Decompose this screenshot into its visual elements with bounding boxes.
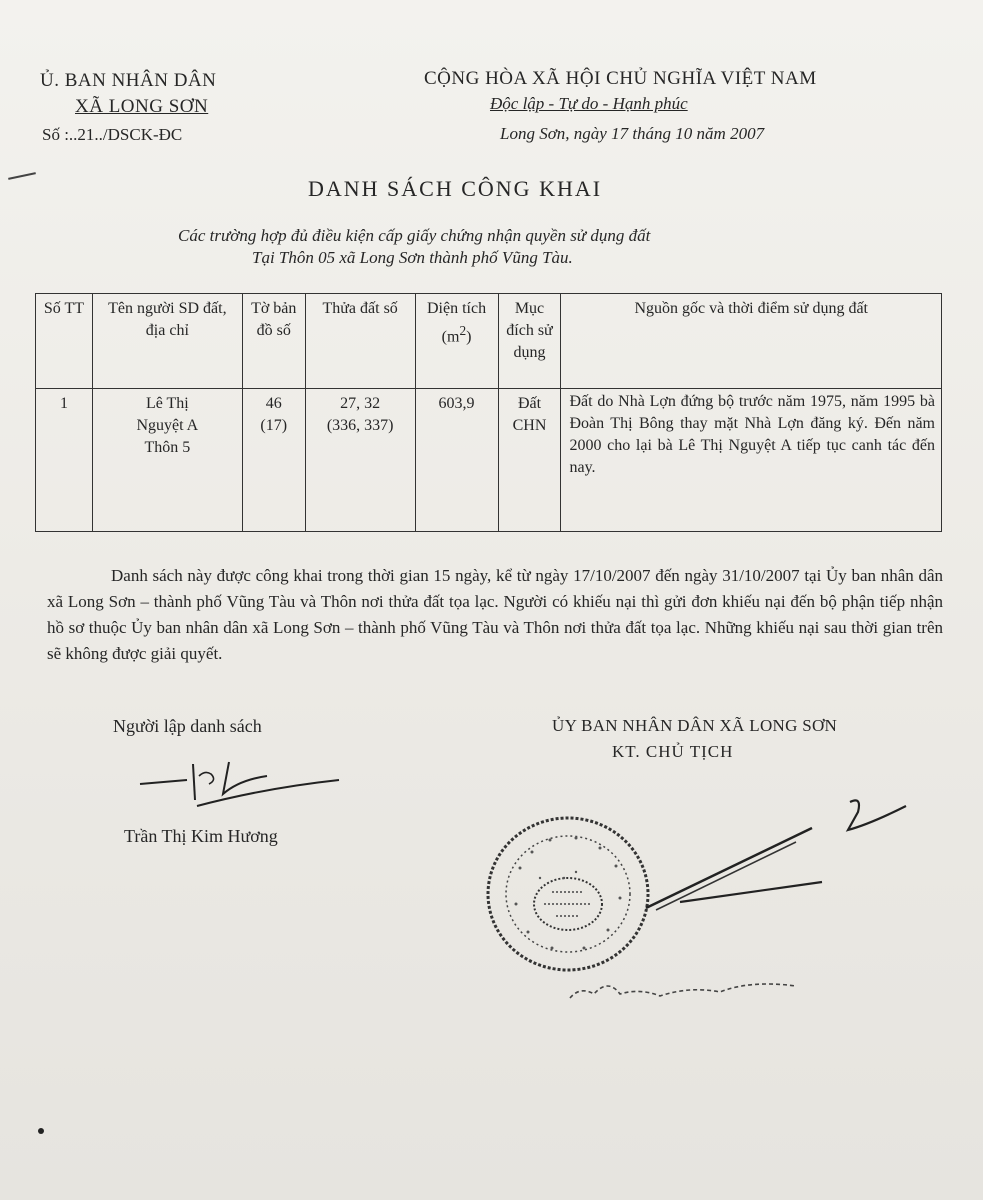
cell-map-sheet — [242, 389, 305, 532]
national-motto: Độc lập - Tự do - Hạnh phúc — [490, 94, 688, 113]
col-header-parcel: Thửa đất số — [305, 294, 415, 389]
notice-text: Danh sách này được công khai trong thời gian 15 ngày, kể từ ngày 17/10/2007 đến ngày 31/10/2007 tại Ủy ban nhân dân xã Long Sơn – thành phố Vũng Tàu và Thôn nơi thửa đất tọa lạc. Người có khiếu nại thì gửi đơn khiếu nại đến bộ phận tiếp nhận hồ sơ thuộc Ủy ban nhân dân xã Long Sơn – thành phố Vũng Tàu và Thôn nơi thửa đất tọa lạc. Những khiếu nại sau thời gian trên sẽ không được giải quyết. — [47, 566, 943, 663]
cell-purpose — [498, 389, 561, 532]
cell-name-line-2: Nguyệt A — [136, 417, 199, 434]
cell-parcel-line-1: 27, 32 — [340, 395, 381, 412]
national-title: CỘNG HÒA XÃ HỘI CHỦ NGHĨA VIỆT NAM — [424, 68, 817, 89]
document-title: DANH SÁCH CÔNG KHAI — [308, 176, 603, 201]
committee-title: ỦY BAN NHÂN DÂN XÃ LONG SƠN — [552, 716, 838, 735]
document-subtitle-2: Tại Thôn 05 xã Long Sơn thành phố Vũng Tàu. — [252, 248, 573, 267]
table-row — [36, 389, 942, 532]
cell-purpose-line-2: CHN — [512, 417, 547, 434]
chairman-signature — [560, 790, 920, 1020]
col-header-purpose: Mục đích sử dụng — [498, 294, 561, 389]
preparer-signature — [135, 758, 350, 818]
document-number: Số :..21../DSCK-ĐC — [42, 125, 183, 144]
cell-area: 603,9 — [415, 389, 498, 532]
col-header-area: Diện tích $(m^2)$ — [415, 294, 498, 389]
table-header-row — [36, 294, 942, 389]
committee-role: KT. CHỦ TỊCH — [612, 742, 734, 761]
cell-parcel-line-2: (336, 337) — [326, 417, 394, 434]
col-header-map-sheet: Tờ bản đồ số — [242, 294, 305, 389]
cell-map-sheet-line-1: 46 — [265, 395, 282, 412]
col-header-stt: Số TT — [36, 294, 93, 389]
cell-origin: Đất do Nhà Lợn đứng bộ trước năm 1975, năm 1995 bà Đoàn Thị Bông thay mặt Nhà Lợn đăng ký. Đến năm 2000 cho lại bà Lê Thị Nguyệt A tiếp tục canh tác đến nay. — [561, 389, 942, 532]
scan-mark — [38, 1128, 44, 1134]
land-list-table — [35, 293, 942, 532]
notice-paragraph — [47, 563, 943, 667]
scan-mark — [8, 172, 36, 180]
cell-parcel — [305, 389, 415, 532]
col-header-name: Tên người SD đất, địa chỉ — [92, 294, 242, 389]
document-subtitle-1: Các trường hợp đủ điều kiện cấp giấy chứng nhận quyền sử dụng đất — [178, 226, 651, 245]
preparer-name: Trần Thị Kim Hương — [124, 826, 278, 846]
cell-name-line-1: Lê Thị — [145, 395, 189, 412]
cell-purpose-line-1: Đất — [517, 395, 542, 412]
cell-map-sheet-line-2: (17) — [260, 417, 288, 434]
issuer-line-2: XÃ LONG SƠN — [75, 96, 209, 117]
place-date: Long Sơn, ngày 17 tháng 10 năm 2007 — [500, 124, 765, 143]
preparer-title: Người lập danh sách — [113, 716, 262, 736]
cell-name-line-3: Thôn 5 — [144, 439, 191, 456]
col-header-origin: Nguồn gốc và thời điểm sử dụng đất — [561, 294, 942, 389]
issuer-line-1: Ủ. BAN NHÂN DÂN — [40, 70, 217, 91]
cell-stt: 1 — [36, 389, 93, 532]
cell-name — [92, 389, 242, 532]
